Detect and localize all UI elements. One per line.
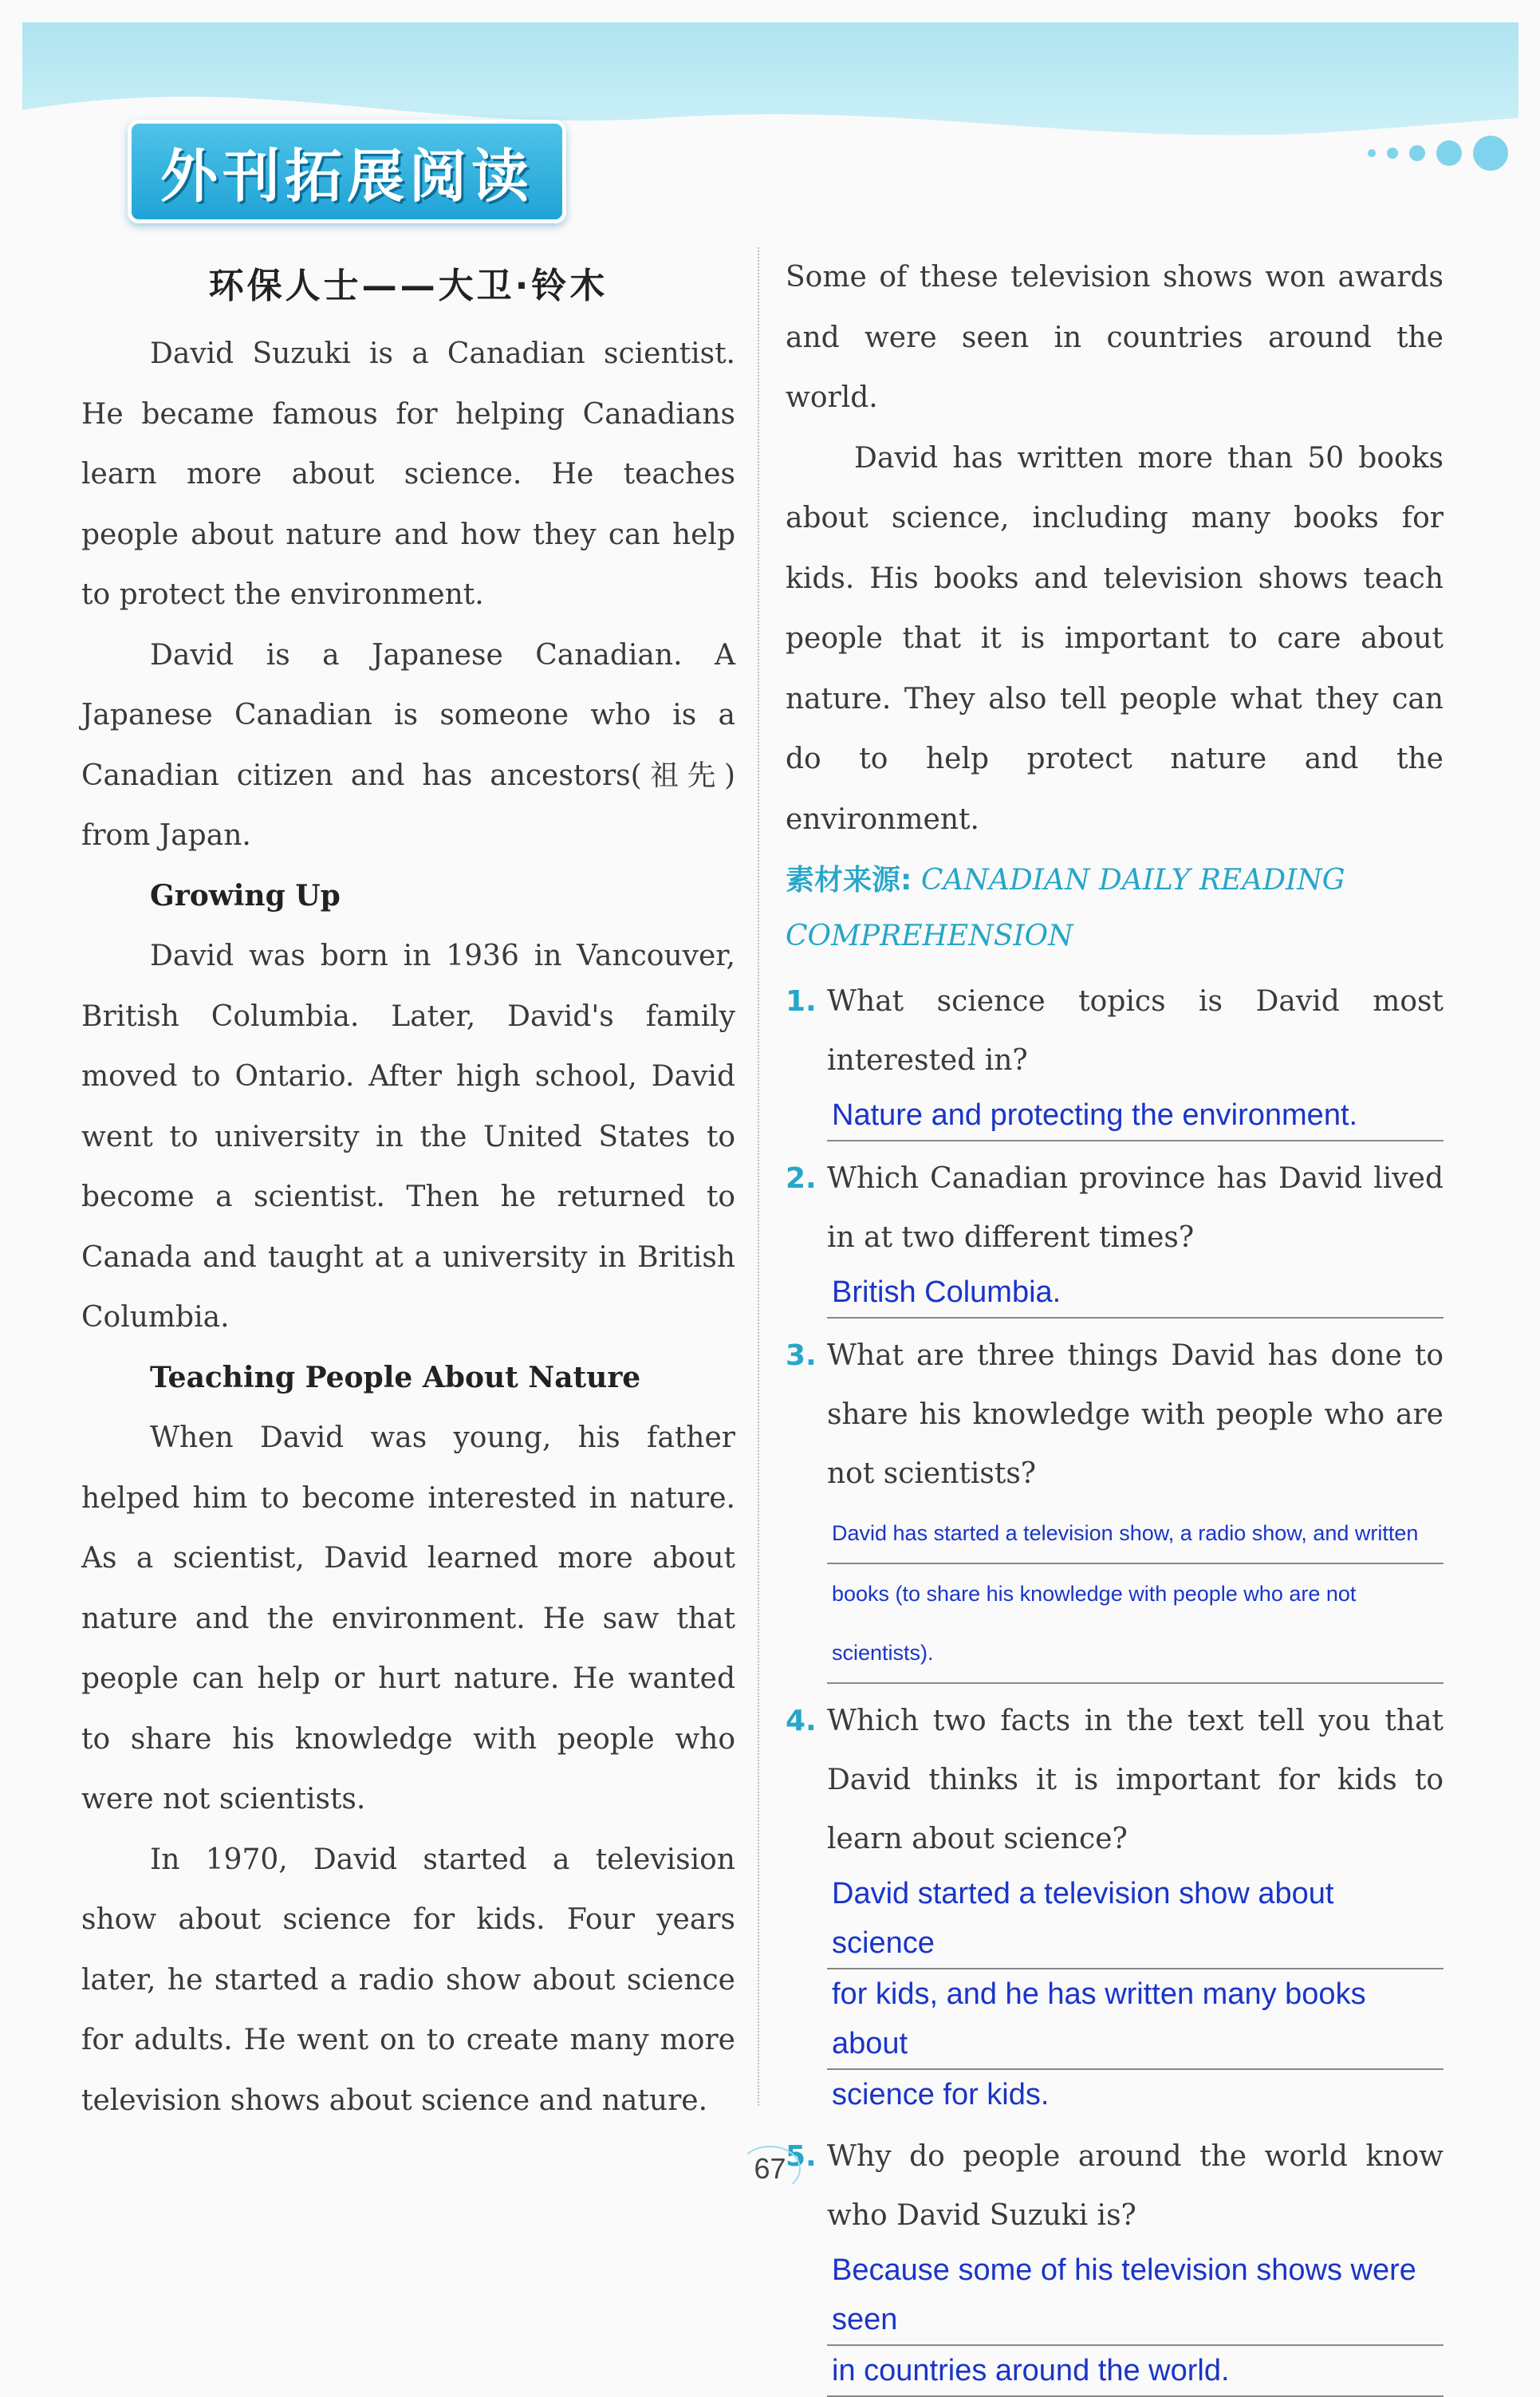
- question-text: Which two facts in the text tell you that David thinks it is important for kids to learn about science?: [827, 1705, 1444, 1855]
- section-heading: Teaching People About Nature: [150, 1360, 641, 1394]
- question-number: 2.: [786, 1162, 817, 1195]
- page-number: [0, 2146, 1540, 2192]
- answer-line: Because some of his television shows were seen: [827, 2245, 1444, 2346]
- paragraph: When David was young, his father helped him to become interested in nature. As a scientist, David learned more about nature and the environment. He saw that people can help or hurt nature. He wanted to share his knowledge with people who were not scientists.: [81, 1421, 735, 1815]
- answer-line: science for kids.: [832, 2078, 1050, 2111]
- answer-line: British Columbia.: [827, 1267, 1444, 1319]
- dot-icon: [1436, 140, 1462, 166]
- answer-line: in countries around the world.: [827, 2346, 1444, 2397]
- question-number: 1.: [786, 985, 817, 1018]
- source-label: 素材来源:: [786, 864, 912, 897]
- answer-line: David started a television show about science: [827, 1869, 1444, 1969]
- answer-line: Nature and protecting the environment.: [827, 1090, 1444, 1141]
- page-number-label: 67: [739, 2146, 800, 2192]
- right-column: [786, 247, 1444, 2397]
- section-badge-label: 外刊拓展阅读: [160, 143, 534, 210]
- article-title: 环保人士——大卫·铃木: [208, 266, 609, 306]
- paragraph: David is a Japanese Canadian. A Japanese Canadian is someone who is a Canadian citizen and has ancestors(祖先) from Japan.: [81, 638, 735, 852]
- section-badge: [128, 120, 566, 223]
- source-line: [786, 853, 1444, 964]
- question-text: Why do people around the world know who David Suzuki is?: [827, 2140, 1444, 2232]
- dot-icon: [1368, 149, 1376, 157]
- question-number: 5.: [786, 2140, 817, 2173]
- section-heading: Growing Up: [150, 878, 341, 913]
- dot-icon: [1409, 145, 1425, 161]
- question: [786, 1327, 1444, 1684]
- paragraph: In 1970, David started a television show about science for kids. Four years later, he started a radio show about science for adults. He went on to create many more television shows about science and nature.: [81, 1843, 735, 2117]
- question-number: 4.: [786, 1705, 817, 1737]
- answer-line: books (to share his knowledge with people who are not scientists).: [827, 1564, 1444, 1684]
- paragraph: Some of these television shows won awards and were seen in countries around the world.: [786, 261, 1444, 414]
- paragraph: David Suzuki is a Canadian scientist. He became famous for helping Canadians learn more about science. He teaches people about nature and how they can help to protect the environment.: [81, 337, 735, 611]
- decorative-dots: [1368, 136, 1508, 171]
- paragraph: David was born in 1936 in Vancouver, British Columbia. Later, David's family moved to Ontario. After high school, David went to university in the United States to become a scientist. Then he returned to Canada and taught at a university in British Columbia.: [81, 940, 735, 1334]
- answer-line: David has started a television show, a radio show, and written: [827, 1504, 1444, 1564]
- question-number: 3.: [786, 1339, 817, 1372]
- left-column: [81, 247, 735, 2131]
- question-text: What are three things David has done to share his knowledge with people who are not scientists?: [827, 1339, 1444, 1490]
- dot-icon: [1387, 148, 1398, 159]
- question-text: What science topics is David most interested in?: [827, 985, 1444, 1077]
- question: [786, 1149, 1444, 1319]
- paragraph: David has written more than 50 books about science, including many books for kids. His books and television shows teach people that it is important to care about nature. They also tell people what they can do to help protect nature and the environment.: [786, 441, 1444, 836]
- source-text: CANADIAN DAILY READING COMPREHENSION: [786, 864, 1345, 952]
- column-divider: [758, 247, 759, 2106]
- question: [786, 972, 1444, 1141]
- answer-line: for kids, and he has written many books about: [827, 1969, 1444, 2070]
- dot-icon: [1473, 136, 1508, 171]
- question-text: Which Canadian province has David lived in at two different times?: [827, 1162, 1444, 1254]
- question: [786, 1692, 1444, 2119]
